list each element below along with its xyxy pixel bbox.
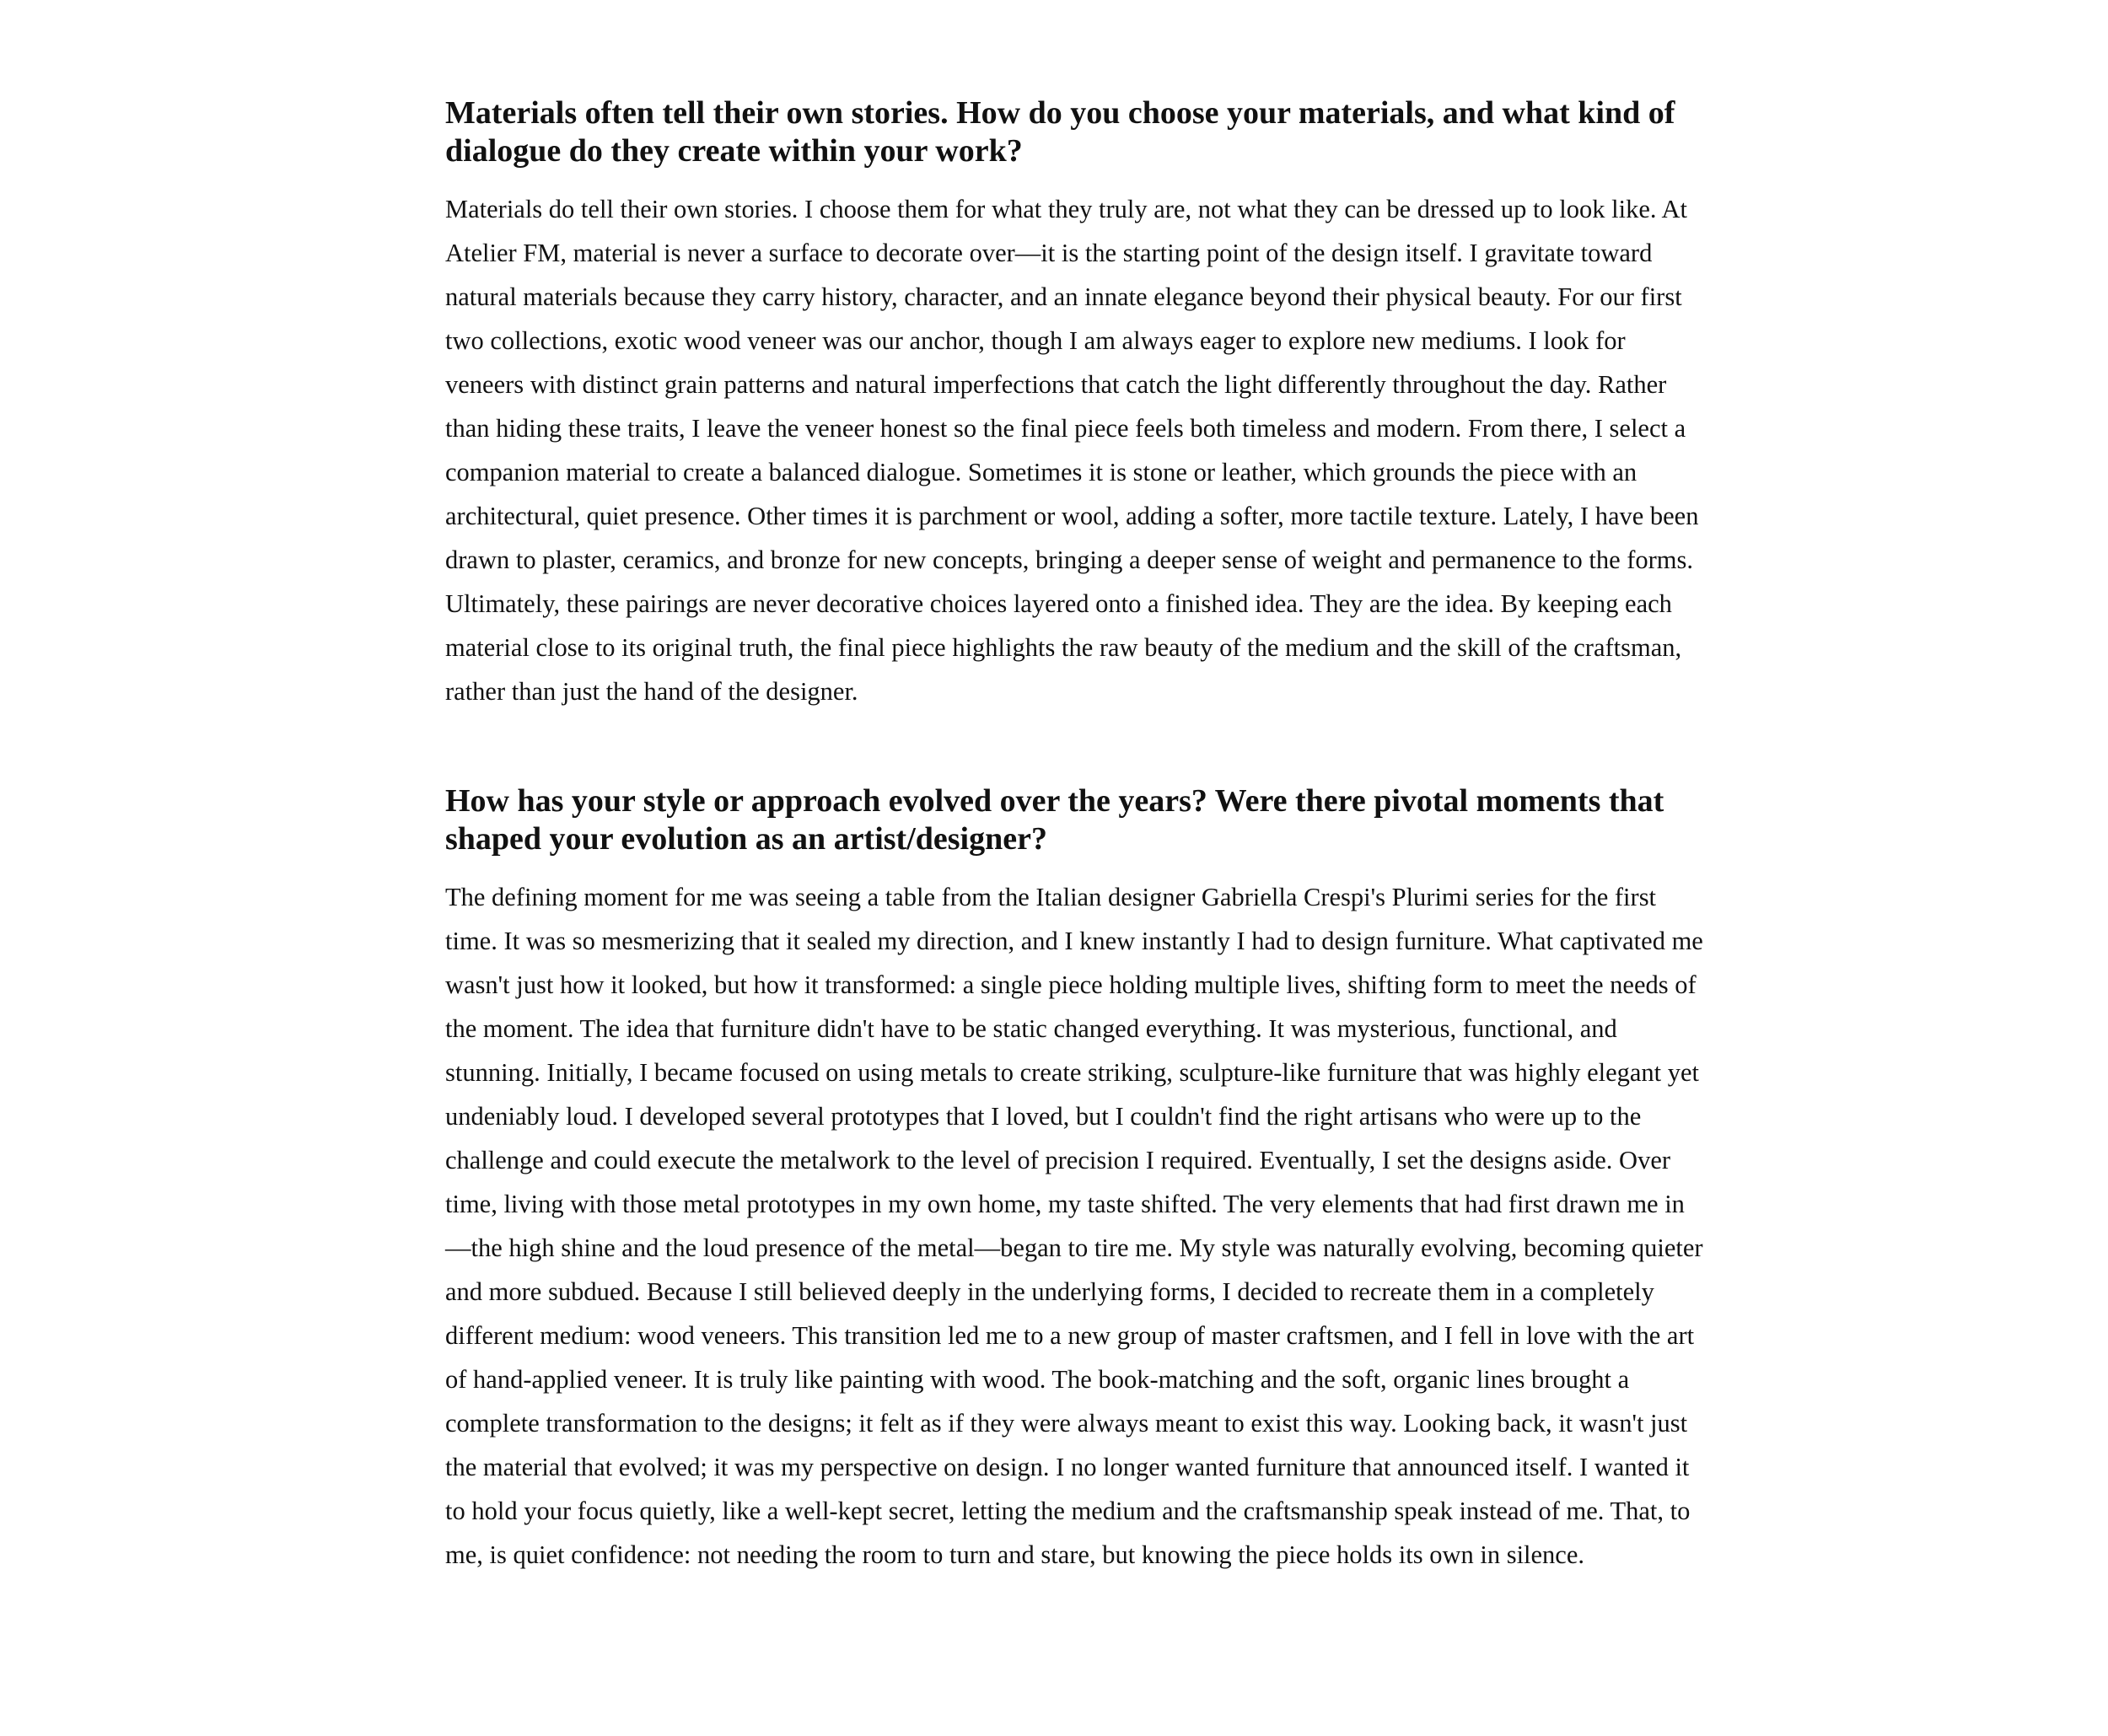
qa-section-materials [445, 94, 1710, 713]
qa-section-evolution [445, 782, 1710, 1577]
question-heading: How has your style or approach evolved over the years? Were there pivotal moments that shaped your evolution as an artist/designer? [445, 783, 1664, 857]
answer-paragraph: Materials do tell their own stories. I choose them for what they truly are, not what they can be dressed up to look like. At Atelier FM, material is never a surface to decorate over—it is the starting point of the design itself. I gravitate toward natural materials because they carry history, character, and an innate elegance beyond their physical beauty. For our first two collections, exotic wood veneer was our anchor, though I am always eager to explore new mediums. I look for veneers with distinct grain patterns and natural imperfections that catch the light differently throughout the day. Rather than hiding these traits, I leave the veneer honest so the final piece feels both timeless and modern. From there, I select a companion material to create a balanced dialogue. Sometimes it is stone or leather, which grounds the piece with an architectural, quiet presence. Other times it is parchment or wool, adding a softer, more tactile texture. Lately, I have been drawn to plaster, ceramics, and bronze for new concepts, bringing a deeper sense of weight and permanence to the forms. Ultimately, these pairings are never decorative choices layered onto a finished idea. They are the idea. By keeping each material close to its original truth, the final piece highlights the raw beauty of the medium and the skill of the craftsman, rather than just the hand of the designer. [445, 195, 1699, 706]
interview-article [445, 94, 1710, 1577]
answer-paragraph: The defining moment for me was seeing a table from the Italian designer Gabriella Crespi's Plurimi series for the first time. It was so mesmerizing that it sealed my direction, and I knew instantly I had to design furniture. What captivated me wasn't just how it looked, but how it transformed: a single piece holding multiple lives, shifting form to meet the needs of the moment. The idea that furniture didn't have to be static changed everything. It was mysterious, functional, and stunning. Initially, I became focused on using metals to create striking, sculpture-like furniture that was highly elegant yet undeniably loud. I developed several prototypes that I loved, but I couldn't find the right artisans who were up to the challenge and could execute the metalwork to the level of precision I required. Eventually, I set the designs aside. Over time, living with those metal prototypes in my own home, my taste shifted. The very elements that had first drawn me in—the high shine and the loud presence of the metal—began to tire me. My style was naturally evolving, becoming quieter and more subdued. Because I still believed deeply in the underlying forms, I decided to recreate them in a completely different medium: wood veneers. This transition led me to a new group of master craftsmen, and I fell in love with the art of hand-applied veneer. It is truly like painting with wood. The book-matching and the soft, organic lines brought a complete transformation to the designs; it felt as if they were always meant to exist this way. Looking back, it wasn't just the material that evolved; it was my perspective on design. I no longer wanted furniture that announced itself. I wanted it to hold your focus quietly, like a well-kept secret, letting the medium and the craftsmanship speak instead of me. That, to me, is quiet confidence: not needing the room to turn and stare, but knowing the piece holds its own in silence. [445, 883, 1703, 1569]
question-heading: Materials often tell their own stories. How do you choose your materials, and what kind of dialogue do they create within your work? [445, 95, 1675, 169]
